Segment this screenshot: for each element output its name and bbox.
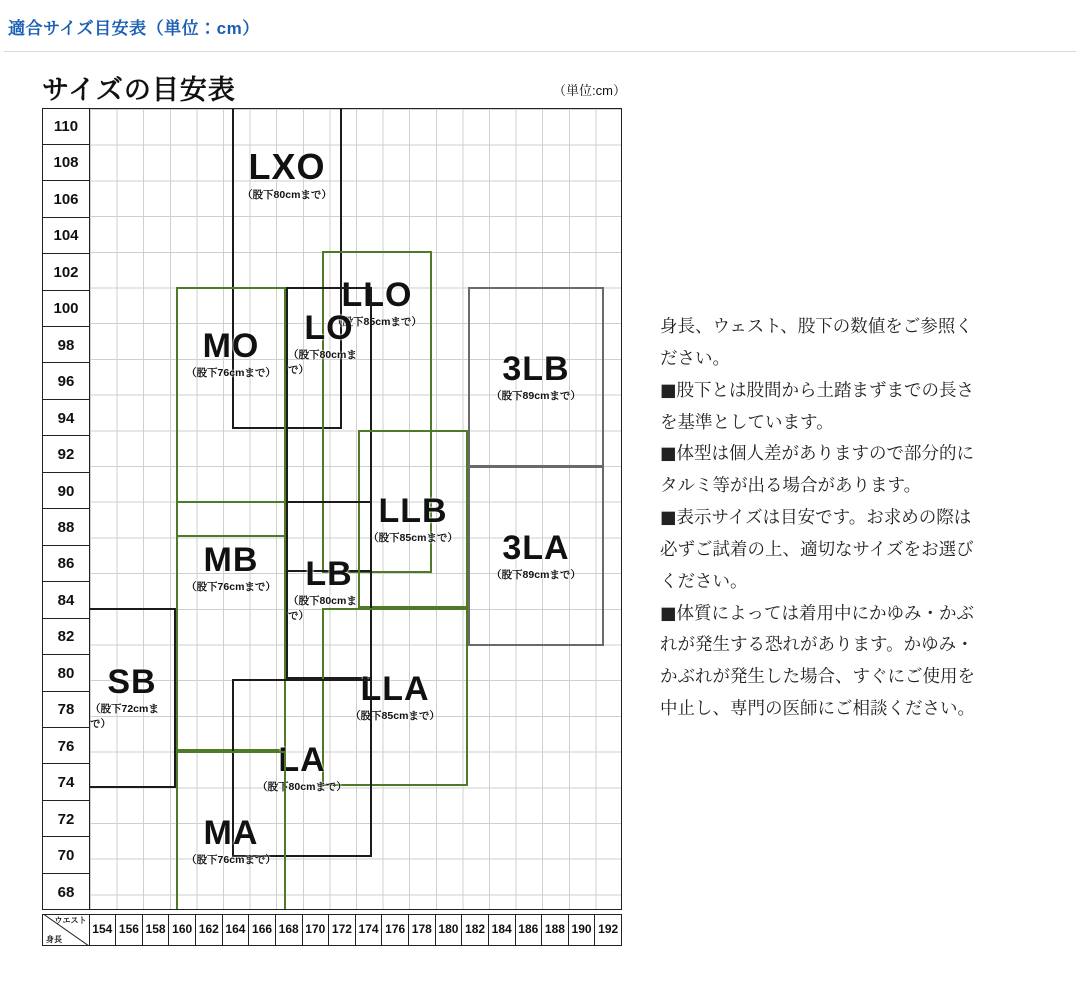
size-box-label: LLB [378, 491, 448, 530]
y-axis-tick: 86 [43, 546, 89, 582]
note-line: ■体型は個人差がありますので部分的に [660, 444, 975, 465]
size-box-label: MB [203, 541, 259, 579]
page-title: 適合サイズ目安表（単位：cm） [8, 19, 260, 38]
content-area [0, 62, 1080, 962]
size-box [358, 430, 468, 608]
note-line: ■股下とは股間から土踏まずまでの長さ [660, 380, 975, 401]
note-line: タルミ等が出る場合があります。 [660, 476, 922, 497]
y-axis-tick: 78 [43, 692, 89, 728]
page-header [0, 0, 1080, 51]
x-axis-tick: 186 [516, 915, 543, 945]
x-axis-tick: 180 [436, 915, 463, 945]
header-divider [4, 51, 1076, 52]
x-axis-tick: 176 [382, 915, 409, 945]
size-box-note: （股下76cmまで） [186, 581, 276, 593]
size-box-note: （股下80cmまで） [257, 780, 347, 793]
chart-grid-wrapper [42, 108, 622, 910]
size-box-note: （股下89cmまで） [491, 568, 581, 581]
y-axis-tick: 106 [43, 182, 89, 218]
size-box-label: 3LB [502, 349, 570, 388]
y-axis-tick: 108 [43, 145, 89, 181]
size-box-label: LB [305, 555, 353, 593]
size-box-note: （股下85cmまで） [350, 709, 440, 722]
y-axis-tick: 70 [43, 838, 89, 874]
note-line: ■表示サイズは目安です。お求めの際は [660, 508, 972, 529]
note-line: を基準としています。 [660, 412, 834, 433]
size-box-note: （股下89cmまで） [491, 389, 581, 402]
y-axis-tick: 110 [43, 109, 89, 145]
x-axis-ticks [42, 914, 622, 946]
size-box-note: （股下80cmまで） [242, 189, 332, 201]
size-box-note: （股下80cmまで） [288, 349, 357, 376]
y-axis-tick: 74 [43, 765, 89, 801]
notes-panel [660, 62, 1060, 726]
chart-unit-label: （単位:cm） [553, 83, 626, 98]
x-axis-tick: 154 [90, 915, 117, 945]
x-axis-tick: 188 [542, 915, 569, 945]
x-axis-tick: 160 [169, 915, 196, 945]
size-box-note: （股下85cmまで） [368, 531, 458, 544]
y-axis-ticks [42, 108, 90, 910]
note-line: ■体質によっては着用中にかゆみ・かぶ [660, 603, 975, 624]
size-box-label: LLA [360, 669, 430, 708]
x-axis-tick: 178 [409, 915, 436, 945]
y-axis-tick: 102 [43, 255, 89, 291]
size-box-label: SB [107, 663, 157, 701]
x-axis-tick: 170 [303, 915, 330, 945]
note-line: 必ずご試着の上、適切なサイズをお選び [660, 539, 974, 560]
size-chart [8, 62, 630, 962]
x-axis-tick: 172 [329, 915, 356, 945]
y-axis-tick: 72 [43, 802, 89, 838]
y-axis-tick: 104 [43, 218, 89, 254]
x-axis-tick: 184 [489, 915, 516, 945]
note-line: 身長、ウェスト、股下の数値をご参照く [660, 317, 973, 337]
size-box [468, 466, 604, 646]
x-axis-tick: 158 [143, 915, 170, 945]
size-box [176, 287, 286, 537]
x-axis-tick: 164 [223, 915, 250, 945]
size-box [468, 287, 604, 467]
size-box-note: （股下76cmまで） [186, 853, 276, 866]
x-axis-tick: 190 [569, 915, 596, 945]
note-line: 中止し、専門の医師にご相談ください。 [660, 699, 975, 720]
x-axis-tick: 192 [598, 922, 619, 936]
x-axis-tick: 168 [276, 915, 303, 945]
size-box-label: MA [203, 813, 259, 852]
note-line: ください。 [660, 571, 748, 592]
y-axis-tick: 82 [43, 619, 89, 655]
x-axis-tick: 162 [196, 915, 223, 945]
size-box-label: LO [304, 309, 354, 347]
y-axis-tick: 80 [43, 656, 89, 692]
y-axis-tick: 98 [43, 328, 89, 364]
size-box [90, 608, 176, 788]
size-box-note: （股下76cmまで） [186, 367, 276, 379]
size-box-label: LA [278, 740, 326, 779]
size-box-note: （股下80cmまで） [288, 595, 357, 622]
y-axis-tick: 68 [57, 883, 75, 901]
axis-corner-bottom-label: 身長 [46, 935, 62, 944]
size-box-label: 3LA [502, 528, 570, 567]
x-axis-tick: 156 [116, 915, 143, 945]
y-axis-tick: 92 [43, 437, 89, 473]
y-axis-tick: 94 [43, 401, 89, 437]
x-axis-tick: 182 [462, 915, 489, 945]
axis-corner-cell [43, 915, 90, 945]
x-axis-tick: 174 [356, 915, 383, 945]
y-axis-tick: 96 [43, 364, 89, 400]
note-line: かぶれが発生した場合、すぐにご使用を [660, 667, 975, 688]
size-box [176, 751, 286, 910]
size-box-label: LXO [248, 146, 326, 187]
note-line: れが発生する恐れがあります。かゆみ・ [660, 635, 974, 656]
y-axis-tick: 100 [43, 291, 89, 327]
size-box-label: MO [202, 327, 260, 365]
note-line: ださい。 [660, 348, 730, 369]
y-axis-tick: 84 [43, 583, 89, 619]
chart-plot-area [90, 108, 622, 910]
y-axis-tick: 88 [43, 510, 89, 546]
size-box-label: LLO [341, 276, 413, 314]
chart-title: サイズの目安表 [42, 75, 236, 105]
y-axis-tick: 90 [43, 474, 89, 510]
x-axis-tick: 166 [249, 915, 276, 945]
size-box-note: （股下85cmまで） [332, 316, 422, 328]
axis-corner-top-label: ウエスト [54, 916, 87, 925]
y-axis-tick: 76 [43, 729, 89, 765]
size-box-note: （股下72cmまで） [90, 703, 159, 730]
